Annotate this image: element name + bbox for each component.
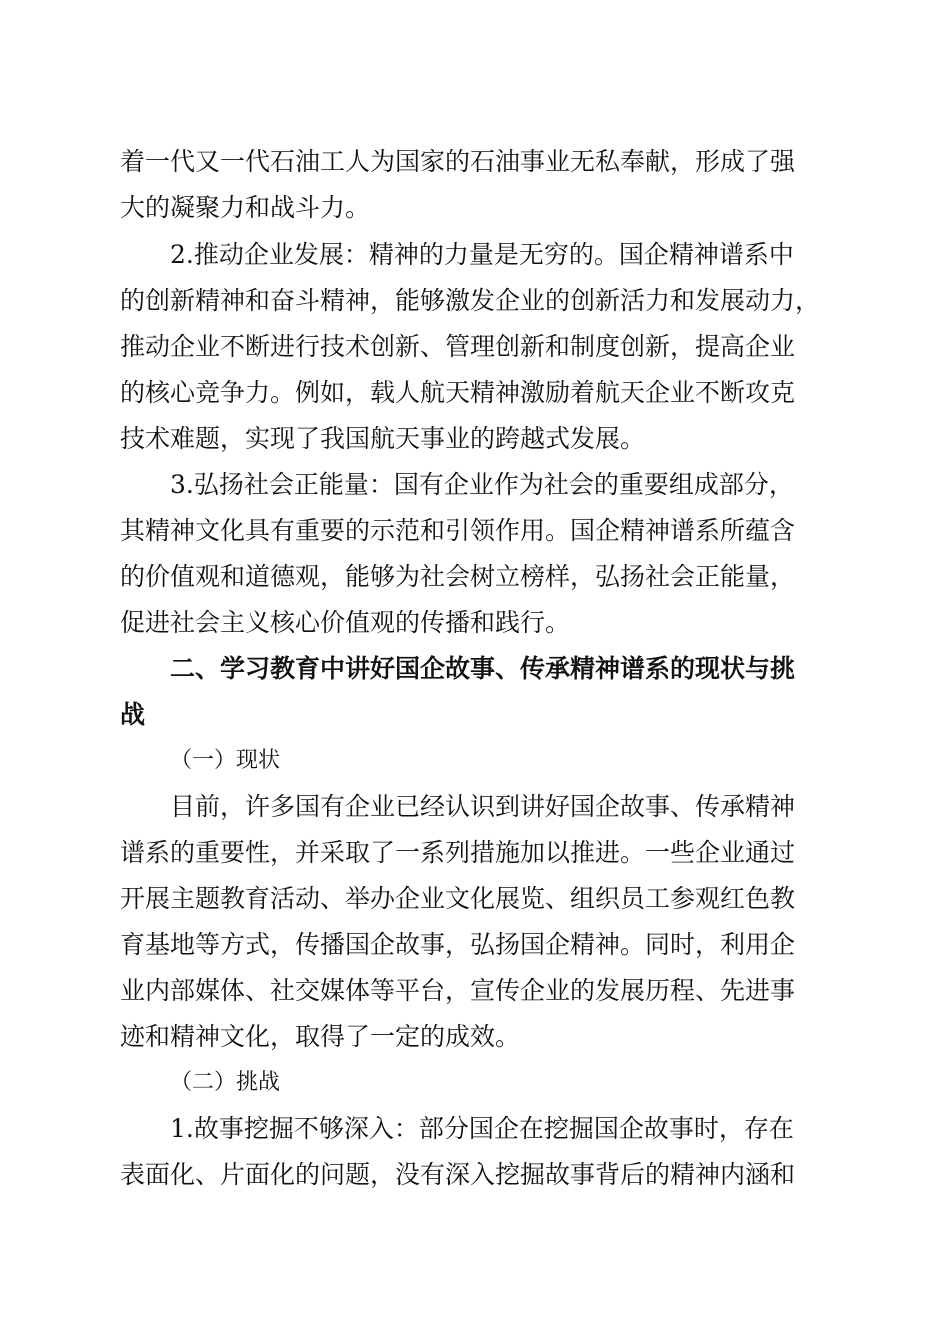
paragraph-line: 的价值观和道德观，能够为社会树立榜样，弘扬社会正能量，: [120, 562, 796, 591]
paragraph-line: 的核心竞争力。例如，载人航天精神激励着航天企业不断攻克: [120, 378, 796, 407]
subsection-heading: （二）挑战: [170, 1070, 281, 1095]
paragraph-line: 其精神文化具有重要的示范和引领作用。国企精神谱系所蕴含: [120, 516, 796, 545]
paragraph-line: 表面化、片面化的问题，没有深入挖掘故事背后的精神内涵和: [120, 1160, 796, 1189]
paragraph-line: 3.弘扬社会正能量：国有企业作为社会的重要组成部分，: [170, 470, 794, 499]
paragraph-line: 业内部媒体、社交媒体等平台，宣传企业的发展历程、先进事: [120, 976, 796, 1005]
section-heading: 二、学习教育中讲好国企故事、传承精神谱系的现状与挑: [170, 654, 796, 683]
paragraph-line: 迹和精神文化，取得了一定的成效。: [120, 1022, 521, 1051]
paragraph-line: 2.推动企业发展：精神的力量是无穷的。国企精神谱系中: [170, 240, 794, 269]
subsection-heading: （一）现状: [170, 748, 281, 773]
paragraph-line: 目前，许多国有企业已经认识到讲好国企故事、传承精神: [170, 792, 796, 821]
paragraph-line: 开展主题教育活动、举办企业文化展览、组织员工参观红色教: [120, 884, 796, 913]
paragraph-line: 的创新精神和奋斗精神，能够激发企业的创新活力和发展动力，: [120, 286, 821, 315]
paragraph-line: 推动企业不断进行技术创新、管理创新和制度创新，提高企业: [120, 332, 796, 361]
paragraph-line: 技术难题，实现了我国航天事业的跨越式发展。: [120, 424, 646, 453]
paragraph-line: 1.故事挖掘不够深入：部分国企在挖掘国企故事时，存在: [170, 1114, 794, 1143]
section-heading: 战: [120, 700, 146, 729]
paragraph-line: 谱系的重要性，并采取了一系列措施加以推进。一些企业通过: [120, 838, 796, 867]
paragraph-line: 促进社会主义核心价值观的传播和践行。: [120, 608, 571, 637]
paragraph-line: 大的凝聚力和战斗力。: [120, 193, 371, 222]
paragraph-line: 育基地等方式，传播国企故事，弘扬国企精神。同时，利用企: [120, 930, 796, 959]
paragraph-line: 着一代又一代石油工人为国家的石油事业无私奉献，形成了强: [120, 147, 796, 176]
